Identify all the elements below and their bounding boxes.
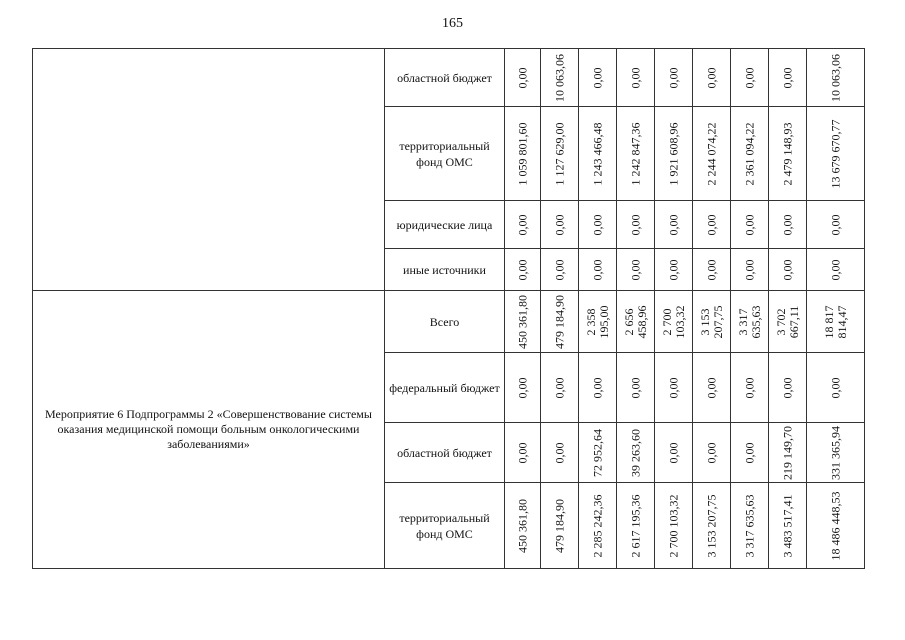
- value-text: 0,00: [552, 377, 566, 398]
- value-text: 0,00: [515, 442, 529, 463]
- value-text: 0,00: [590, 377, 604, 398]
- funding-source-cell: областной бюджет: [385, 423, 505, 483]
- value-text: 39 263,60: [628, 428, 642, 477]
- value-cell: [505, 201, 541, 249]
- value-cell: [655, 201, 693, 249]
- value-text: 0,00: [780, 67, 794, 88]
- value-cell: [731, 291, 769, 353]
- value-cell: [655, 423, 693, 483]
- value-cell: [505, 49, 541, 107]
- value-cell: [579, 353, 617, 423]
- value-text: 479 184,90: [552, 498, 566, 553]
- value-cell: [731, 49, 769, 107]
- value-text: 2 656 458,96: [621, 305, 649, 338]
- value-cell: [541, 291, 579, 353]
- value-cell: [617, 249, 655, 291]
- value-cell: [731, 353, 769, 423]
- value-text: 13 679 670,77: [828, 119, 842, 188]
- value-cell: [769, 201, 807, 249]
- value-cell: [655, 353, 693, 423]
- value-cell: [807, 353, 865, 423]
- value-text: 0,00: [552, 259, 566, 280]
- value-text: 0,00: [704, 259, 718, 280]
- value-cell: [807, 423, 865, 483]
- value-text: 0,00: [780, 214, 794, 235]
- value-text: 2 700 103,32: [659, 305, 687, 338]
- value-text: 2 285 242,36: [590, 494, 604, 557]
- value-text: 0,00: [666, 377, 680, 398]
- value-cell: [693, 49, 731, 107]
- value-cell: [505, 483, 541, 569]
- value-cell: [693, 423, 731, 483]
- value-text: 0,00: [780, 377, 794, 398]
- value-text: 1 059 801,60: [515, 122, 529, 185]
- value-text: 0,00: [628, 214, 642, 235]
- value-text: 0,00: [742, 442, 756, 463]
- value-text: 1 243 466,48: [590, 122, 604, 185]
- value-text: 72 952,64: [590, 428, 604, 477]
- value-cell: [655, 107, 693, 201]
- financing-table: [32, 48, 865, 569]
- value-cell: [655, 49, 693, 107]
- value-cell: [769, 353, 807, 423]
- value-cell: [541, 107, 579, 201]
- value-cell: [505, 291, 541, 353]
- value-text: 2 479 148,93: [780, 122, 794, 185]
- value-text: 0,00: [780, 259, 794, 280]
- funding-source-cell: иные источники: [385, 249, 505, 291]
- value-cell: [693, 201, 731, 249]
- value-cell: [617, 201, 655, 249]
- value-cell: [731, 483, 769, 569]
- value-cell: [617, 483, 655, 569]
- value-text: 0,00: [628, 377, 642, 398]
- table-row: [33, 49, 865, 107]
- value-cell: [769, 49, 807, 107]
- event-name-cell: Мероприятие 6 Подпрограммы 2 «Совершенствование системы оказания медицинской помощи больным онкологическими заболеваниями»: [33, 291, 385, 569]
- value-cell: [579, 107, 617, 201]
- value-text: 0,00: [828, 214, 842, 235]
- value-cell: [693, 353, 731, 423]
- value-text: 0,00: [704, 214, 718, 235]
- value-cell: [807, 249, 865, 291]
- funding-source-cell: территориальный фонд ОМС: [385, 107, 505, 201]
- value-cell: [807, 291, 865, 353]
- value-text: 3 483 517,41: [780, 494, 794, 557]
- event-name-cell: [33, 49, 385, 291]
- value-cell: [541, 423, 579, 483]
- value-cell: [617, 107, 655, 201]
- value-cell: [769, 291, 807, 353]
- value-text: 2 361 094,22: [742, 122, 756, 185]
- value-text: 2 700 103,32: [666, 494, 680, 557]
- value-text: 0,00: [666, 259, 680, 280]
- value-text: 0,00: [742, 377, 756, 398]
- value-text: 18 486 448,53: [828, 491, 842, 560]
- value-cell: [769, 483, 807, 569]
- value-cell: [541, 483, 579, 569]
- value-text: 1 127 629,00: [552, 122, 566, 185]
- value-text: 0,00: [666, 214, 680, 235]
- value-text: 1 242 847,36: [628, 122, 642, 185]
- value-cell: [807, 201, 865, 249]
- value-text: 0,00: [828, 377, 842, 398]
- value-text: 0,00: [704, 67, 718, 88]
- value-text: 10 063,06: [552, 53, 566, 102]
- value-text: 0,00: [628, 259, 642, 280]
- value-text: 331 365,94: [828, 425, 842, 480]
- value-text: 0,00: [590, 67, 604, 88]
- value-text: 0,00: [666, 67, 680, 88]
- value-cell: [579, 423, 617, 483]
- value-text: 0,00: [628, 67, 642, 88]
- value-cell: [731, 107, 769, 201]
- value-text: 0,00: [552, 442, 566, 463]
- value-text: 3 317 635,63: [742, 494, 756, 557]
- value-cell: [579, 291, 617, 353]
- value-text: 0,00: [742, 214, 756, 235]
- value-cell: [655, 291, 693, 353]
- value-cell: [579, 49, 617, 107]
- value-cell: [769, 107, 807, 201]
- value-text: 2 617 195,36: [628, 494, 642, 557]
- value-text: 0,00: [515, 377, 529, 398]
- value-text: 0,00: [590, 259, 604, 280]
- value-cell: [541, 201, 579, 249]
- value-text: 0,00: [590, 214, 604, 235]
- value-cell: [505, 353, 541, 423]
- value-text: 2 358 195,00: [583, 305, 611, 338]
- value-cell: [617, 49, 655, 107]
- value-text: 479 184,90: [552, 294, 566, 349]
- value-text: 1 921 608,96: [666, 122, 680, 185]
- value-cell: [807, 49, 865, 107]
- value-text: 450 361,80: [515, 498, 529, 553]
- value-cell: [655, 483, 693, 569]
- value-text: 3 153 207,75: [697, 305, 725, 338]
- value-text: 0,00: [742, 67, 756, 88]
- value-cell: [693, 483, 731, 569]
- funding-source-cell: областной бюджет: [385, 49, 505, 107]
- value-cell: [769, 423, 807, 483]
- value-cell: [617, 423, 655, 483]
- value-cell: [807, 483, 865, 569]
- value-cell: [807, 107, 865, 201]
- value-cell: [505, 107, 541, 201]
- value-text: 219 149,70: [780, 425, 794, 480]
- value-cell: [655, 249, 693, 291]
- value-text: 0,00: [515, 214, 529, 235]
- value-text: 3 702 667,11: [773, 305, 801, 338]
- value-cell: [579, 201, 617, 249]
- value-text: 18 817 814,47: [821, 305, 849, 338]
- value-text: 0,00: [515, 259, 529, 280]
- value-cell: [579, 249, 617, 291]
- value-text: 10 063,06: [828, 53, 842, 102]
- value-cell: [731, 249, 769, 291]
- value-cell: [693, 107, 731, 201]
- value-cell: [617, 353, 655, 423]
- value-text: 0,00: [666, 442, 680, 463]
- value-text: 2 244 074,22: [704, 122, 718, 185]
- value-cell: [693, 249, 731, 291]
- value-text: 0,00: [742, 259, 756, 280]
- value-cell: [541, 49, 579, 107]
- value-cell: [541, 249, 579, 291]
- value-cell: [769, 249, 807, 291]
- value-cell: [731, 423, 769, 483]
- value-cell: [541, 353, 579, 423]
- funding-source-cell: федеральный бюджет: [385, 353, 505, 423]
- value-cell: [579, 483, 617, 569]
- value-cell: [505, 249, 541, 291]
- value-cell: [731, 201, 769, 249]
- value-text: 0,00: [552, 214, 566, 235]
- value-cell: [505, 423, 541, 483]
- value-cell: [617, 291, 655, 353]
- value-text: 450 361,80: [515, 294, 529, 349]
- value-text: 0,00: [704, 442, 718, 463]
- value-text: 0,00: [704, 377, 718, 398]
- funding-source-cell: юридические лица: [385, 201, 505, 249]
- page-number: 165: [442, 16, 463, 31]
- funding-source-cell: территориальный фонд ОМС: [385, 483, 505, 569]
- value-text: 0,00: [515, 67, 529, 88]
- value-text: 3 153 207,75: [704, 494, 718, 557]
- value-text: 0,00: [828, 259, 842, 280]
- funding-source-cell: Всего: [385, 291, 505, 353]
- value-cell: [693, 291, 731, 353]
- value-text: 3 317 635,63: [735, 305, 763, 338]
- table-row: [33, 291, 865, 353]
